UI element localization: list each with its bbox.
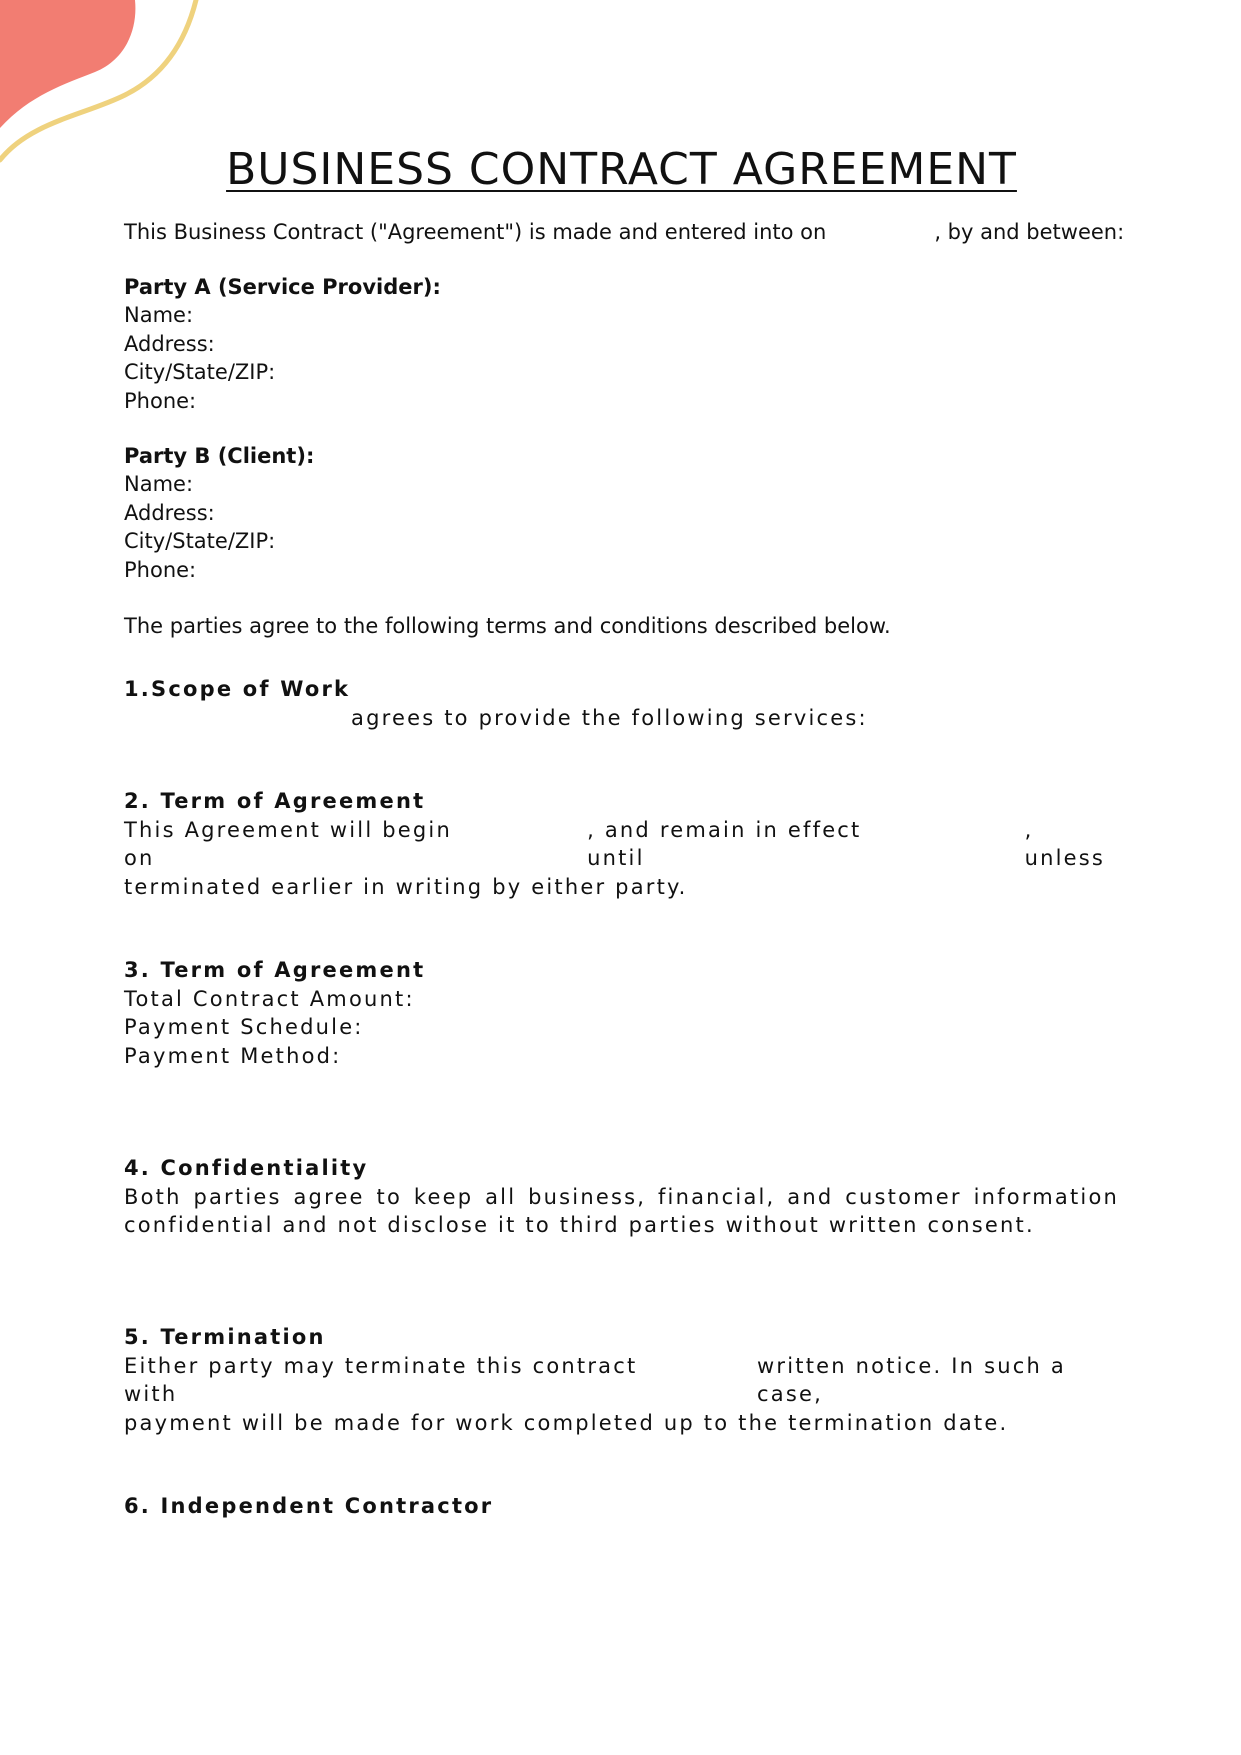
- section-body-line-2: payment will be made for work completed up to the termination date.: [124, 1410, 1009, 1435]
- page-title: BUSINESS CONTRACT AGREEMENT: [226, 144, 1017, 195]
- term-text-until: , and remain in effect until: [587, 817, 862, 870]
- section-termination: [124, 1323, 1119, 1437]
- party-a-address-field: Address:: [124, 331, 215, 356]
- term-text-begin: This Agreement will begin on: [124, 817, 452, 870]
- terms-intro: The parties agree to the following terms and conditions described below.: [124, 614, 891, 638]
- party-b-name-field: Name:: [124, 472, 194, 497]
- termination-text-start: Either party may terminate this contract with: [124, 1353, 638, 1406]
- section-body-line-1: [124, 816, 1119, 873]
- party-a-block: [124, 273, 724, 415]
- section-term-of-agreement: [124, 787, 1119, 901]
- section-confidentiality: [124, 1154, 1119, 1240]
- party-b-phone-field: Phone:: [124, 557, 197, 582]
- payment-method-field: Payment Method:: [124, 1043, 342, 1068]
- section-heading: 6. Independent Contractor: [124, 1494, 494, 1518]
- section-body-line-1: [124, 1352, 1119, 1409]
- party-b-heading: Party B (Client):: [124, 444, 315, 468]
- intro-text-end: , by and between:: [934, 220, 1125, 244]
- section-heading: 1.Scope of Work: [124, 677, 351, 701]
- intro-line: [124, 218, 1125, 246]
- termination-text-end: written notice. In such a case,: [757, 1353, 1066, 1406]
- section-heading: 2. Term of Agreement: [124, 789, 426, 813]
- term-text-unless: , unless: [1024, 817, 1106, 870]
- party-a-phone-field: Phone:: [124, 388, 197, 413]
- party-b-block: [124, 442, 724, 584]
- section-payment: [124, 956, 1119, 1070]
- party-b-city-field: City/State/ZIP:: [124, 529, 276, 554]
- section-scope-of-work: [124, 675, 1119, 732]
- section-heading: 5. Termination: [124, 1325, 326, 1349]
- section-independent-contractor: [124, 1492, 1119, 1521]
- party-a-heading: Party A (Service Provider):: [124, 275, 441, 299]
- contract-page: [124, 0, 1125, 1755]
- section-body-line-2: terminated earlier in writing by either party.: [124, 874, 688, 899]
- party-b-address-field: Address:: [124, 500, 215, 525]
- section-heading: 4. Confidentiality: [124, 1156, 369, 1180]
- party-a-name-field: Name:: [124, 303, 194, 328]
- decoration-blob: [0, 0, 135, 128]
- party-a-city-field: City/State/ZIP:: [124, 360, 276, 385]
- section-body: Both parties agree to keep all business, financial, and customer information confidential and not disclose it to third parties without written consent.: [124, 1184, 1119, 1237]
- payment-schedule-field: Payment Schedule:: [124, 1015, 364, 1039]
- section-heading: 3. Term of Agreement: [124, 958, 426, 982]
- intro-text: This Business Contract ("Agreement") is made and entered into on: [124, 220, 827, 244]
- section-body: agrees to provide the following services:: [351, 705, 868, 730]
- total-amount-field: Total Contract Amount:: [124, 986, 415, 1011]
